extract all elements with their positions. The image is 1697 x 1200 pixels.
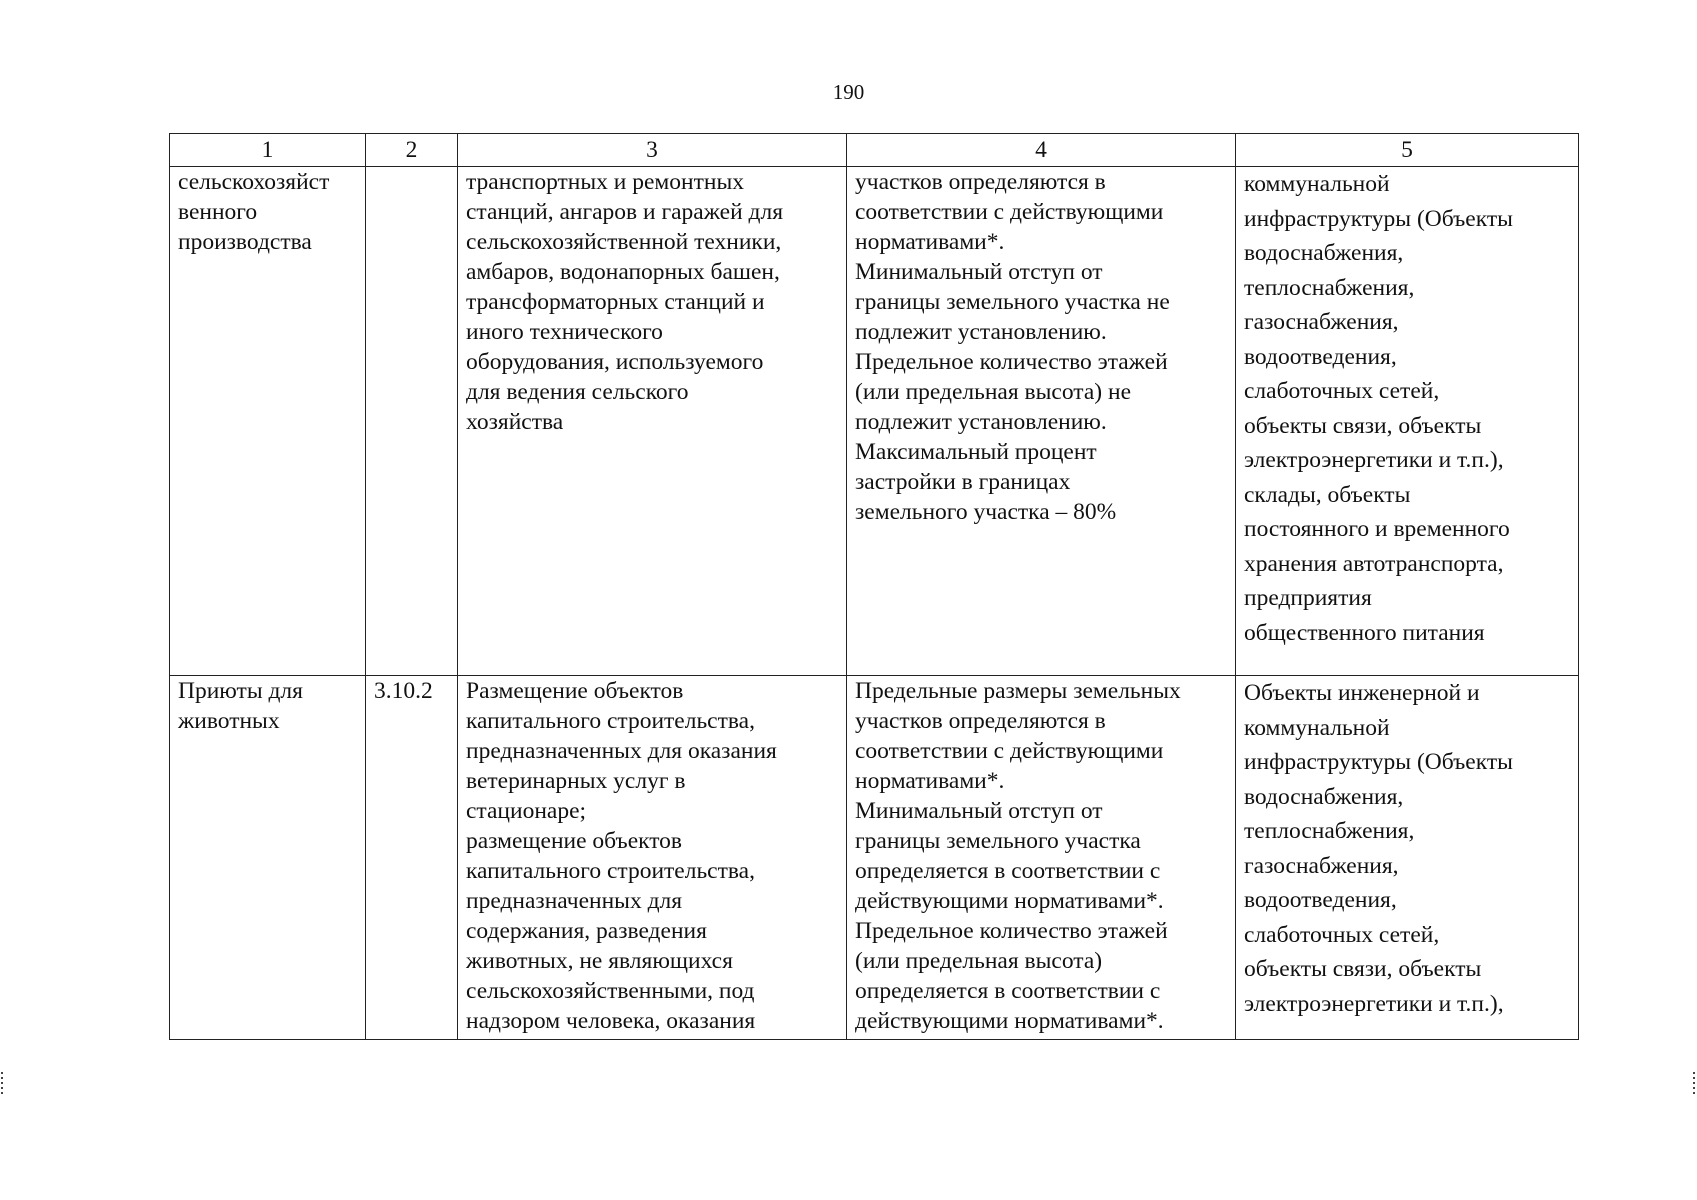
auxiliary-use-cell: Объекты инженерной и коммунальной инфраструктуры (Объекты водоснабжения, теплоснабжения, газоснабжения, водоотведения, слаботочных сетей, объекты связи, объекты электроэнергетики и т.п.), [1236, 676, 1579, 1040]
land-use-description-cell: Размещение объектов капитального строительства, предназначенных для оказания ветеринарных услуг в стационаре; размещение объектов капитального строительства, предназначенных для содержания, разведения животных, не являющихся сельскохозяйственными, под надзором человека, оказания [458, 676, 847, 1040]
land-use-type-cell: Приюты для животных [170, 676, 366, 1040]
land-use-code-cell [366, 167, 458, 676]
scan-mark-right [1693, 1072, 1695, 1094]
column-header-1: 1 [170, 134, 366, 167]
land-use-type-cell: сельскохозяйст венного производства [170, 167, 366, 676]
land-use-table [169, 133, 1579, 1040]
land-use-code-cell: 3.10.2 [366, 676, 458, 1040]
land-parameters-cell: Предельные размеры земельных участков определяются в соответствии с действующими нормативами*. Минимальный отступ от границы земельного участка определяется в соответствии с действующими нормативами*. Предельное количество этажей (или предельная высота) определяется в соответствии с действующими нормативами*. [847, 676, 1236, 1040]
column-header-2: 2 [366, 134, 458, 167]
land-use-description-cell: транспортных и ремонтных станций, ангаров и гаражей для сельскохозяйственной техники, амбаров, водонапорных башен, трансформаторных станций и иного технического оборудования, используемого для ведения сельского хозяйства [458, 167, 847, 676]
auxiliary-use-cell: коммунальной инфраструктуры (Объекты водоснабжения, теплоснабжения, газоснабжения, водоотведения, слаботочных сетей, объекты связи, объекты электроэнергетики и т.п.), склады, объекты постоянного и временного хранения автотранспорта, предприятия общественного питания [1236, 167, 1579, 676]
page-number: 190 [832, 80, 865, 104]
scan-mark-left [1, 1072, 3, 1094]
table-row [170, 676, 1579, 1040]
column-header-3: 3 [458, 134, 847, 167]
column-header-4: 4 [847, 134, 1236, 167]
column-header-5: 5 [1236, 134, 1579, 167]
land-parameters-cell: участков определяются в соответствии с действующими нормативами*. Минимальный отступ от границы земельного участка не подлежит установлению. Предельное количество этажей (или предельная высота) не подлежит установлению. Максимальный процент застройки в границах земельного участка – 80% [847, 167, 1236, 676]
table-row [170, 167, 1579, 676]
table-header-row [170, 134, 1579, 167]
